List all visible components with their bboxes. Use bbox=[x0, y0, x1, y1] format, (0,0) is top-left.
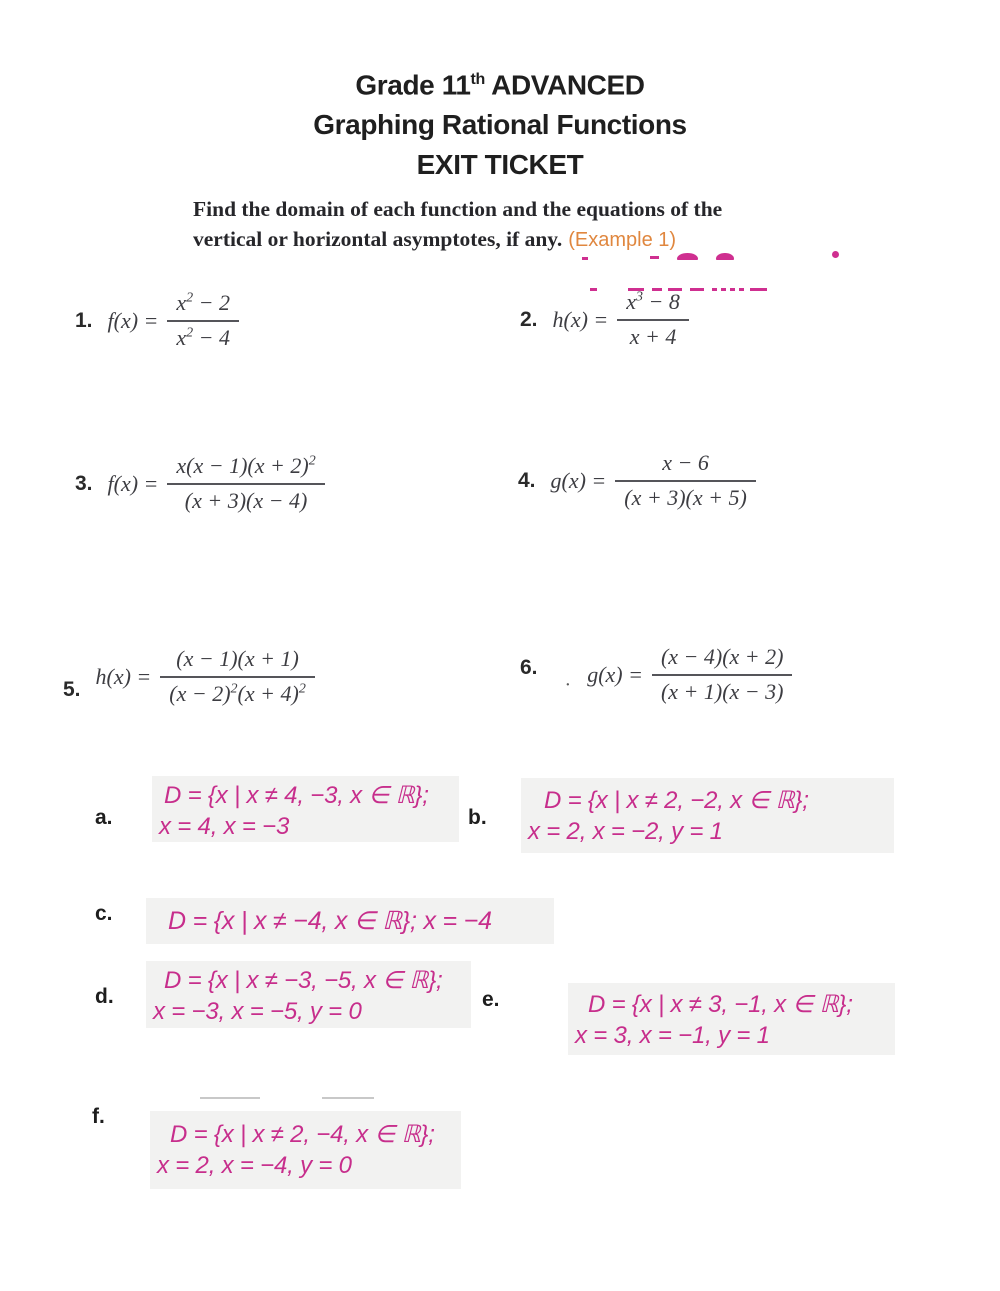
scan-mark bbox=[582, 257, 588, 260]
fraction-numerator: (x − 1)(x + 1) bbox=[160, 646, 315, 678]
question-6 bbox=[520, 644, 792, 705]
answer-e bbox=[568, 983, 895, 1055]
fraction-numerator: $x(x - 1)(x + 2)^2$ bbox=[167, 453, 324, 485]
question-4-fraction bbox=[615, 450, 756, 511]
fraction-denominator: (x + 1)(x − 3) bbox=[660, 679, 784, 704]
question-4 bbox=[518, 450, 756, 511]
question-6-fraction bbox=[652, 644, 793, 705]
question-1-fraction bbox=[167, 290, 239, 351]
question-1 bbox=[75, 290, 239, 351]
question-3-number: 3. bbox=[75, 471, 93, 495]
title-line-subject: Graphing Rational Functions bbox=[313, 109, 687, 141]
question-1-function: f(x) = bbox=[107, 307, 159, 333]
fraction-denominator: $x^2 - 4$ bbox=[176, 325, 231, 350]
question-2-fraction bbox=[617, 289, 689, 350]
title-line-exit-ticket: EXIT TICKET bbox=[416, 149, 584, 181]
answer-b bbox=[521, 778, 894, 853]
worksheet-title bbox=[0, 60, 1000, 185]
fraction-numerator: (x − 4)(x + 2) bbox=[652, 644, 793, 676]
answer-d-label: d. bbox=[95, 985, 114, 1008]
fraction-denominator: (x + 3)(x − 4) bbox=[184, 488, 308, 513]
fraction-denominator: (x + 3)(x + 5) bbox=[624, 485, 747, 510]
scan-mark bbox=[650, 256, 659, 259]
question-5-function: h(x) = bbox=[95, 663, 152, 689]
scan-dash bbox=[721, 288, 726, 291]
answer-f-label: f. bbox=[92, 1105, 105, 1128]
question-2-function: h(x) = bbox=[552, 306, 609, 332]
fraction-numerator: $x^2 - 2$ bbox=[167, 290, 239, 322]
scan-mark bbox=[322, 1097, 374, 1099]
title-grade-text: Grade 11 bbox=[355, 69, 471, 101]
answer-d bbox=[146, 961, 471, 1028]
answer-e-line-1: D = {x | x ≠ 3, −1, x ∈ ℝ}; bbox=[588, 991, 853, 1018]
answer-d-line-1: D = {x | x ≠ −3, −5, x ∈ ℝ}; bbox=[164, 967, 443, 994]
answer-b-line-1: D = {x | x ≠ 2, −2, x ∈ ℝ}; bbox=[544, 787, 809, 814]
question-6-number: 6. bbox=[520, 655, 538, 679]
answer-c-line-1: D = {x | x ≠ −4, x ∈ ℝ}; x = −4 bbox=[168, 907, 492, 935]
instructions-line-2-text: vertical or horizontal asymptotes, if any. bbox=[193, 227, 563, 251]
answer-f-line-2: x = 2, x = −4, y = 0 bbox=[157, 1152, 352, 1179]
question-5 bbox=[63, 646, 315, 707]
scan-mark bbox=[677, 253, 698, 260]
instructions-line-2 bbox=[193, 224, 873, 255]
question-3-fraction bbox=[167, 453, 324, 514]
title-grade-ordinal: th bbox=[470, 71, 485, 88]
question-2-number: 2. bbox=[520, 307, 538, 331]
scan-dash bbox=[750, 288, 767, 291]
answer-a-line-1: D = {x | x ≠ 4, −3, x ∈ ℝ}; bbox=[164, 782, 429, 809]
question-1-number: 1. bbox=[75, 308, 93, 332]
instructions-line-1: Find the domain of each function and the equations of the bbox=[193, 197, 723, 221]
question-4-function: g(x) = bbox=[550, 467, 607, 493]
answer-a-label: a. bbox=[95, 806, 113, 829]
scan-mark bbox=[832, 251, 839, 258]
answer-f bbox=[150, 1111, 461, 1189]
answer-d-line-2: x = −3, x = −5, y = 0 bbox=[153, 998, 362, 1025]
title-advanced-text: ADVANCED bbox=[484, 69, 645, 101]
question-6-function: g(x) = bbox=[587, 661, 643, 687]
scan-dash bbox=[712, 288, 717, 291]
answer-b-line-2: x = 2, x = −2, y = 1 bbox=[528, 818, 723, 845]
answer-e-line-2: x = 3, x = −1, y = 1 bbox=[575, 1022, 770, 1049]
example-link[interactable]: (Example 1) bbox=[568, 229, 677, 251]
answer-c bbox=[146, 898, 554, 944]
scan-mark bbox=[200, 1097, 260, 1099]
fraction-denominator: $(x - 2)^2(x + 4)^2$ bbox=[169, 681, 306, 706]
title-line-grade bbox=[0, 60, 1000, 105]
fraction-numerator: $x^3 - 8$ bbox=[617, 289, 689, 321]
answer-c-label: c. bbox=[95, 902, 113, 925]
answer-a bbox=[152, 776, 459, 842]
answer-a-line-2: x = 4, x = −3 bbox=[159, 813, 290, 840]
question-2 bbox=[520, 289, 689, 350]
scan-dash bbox=[739, 288, 744, 291]
scan-dot: · bbox=[564, 674, 572, 696]
question-5-fraction bbox=[160, 646, 315, 707]
instructions bbox=[193, 194, 873, 255]
question-4-number: 4. bbox=[518, 468, 536, 492]
question-3-function: f(x) = bbox=[107, 470, 159, 496]
fraction-denominator: x + 4 bbox=[629, 324, 677, 349]
fraction-numerator: x − 6 bbox=[615, 450, 756, 482]
scan-mark bbox=[716, 253, 734, 260]
answer-b-label: b. bbox=[468, 806, 487, 829]
question-3 bbox=[75, 453, 325, 514]
answer-f-line-1: D = {x | x ≠ 2, −4, x ∈ ℝ}; bbox=[170, 1121, 435, 1148]
scan-dash bbox=[690, 288, 704, 291]
answer-e-label: e. bbox=[482, 988, 500, 1011]
question-5-number: 5. bbox=[63, 677, 81, 701]
scan-dash bbox=[730, 288, 735, 291]
